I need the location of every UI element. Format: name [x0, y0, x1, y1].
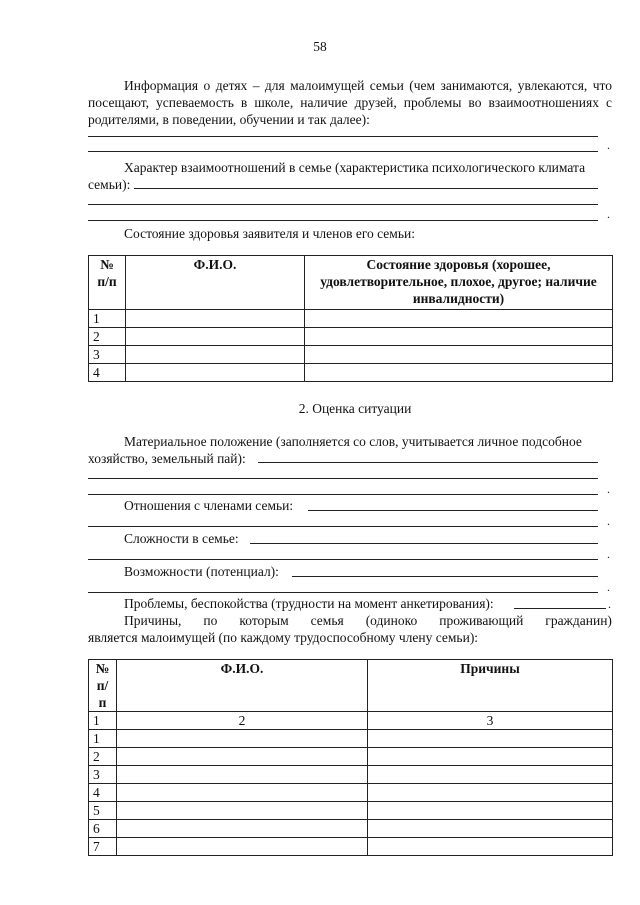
- material-label: Материальное положение (заполняется со слов, учитывается личное подсобное: [124, 434, 582, 449]
- causes-label: [88, 612, 612, 646]
- row-number: 4: [89, 784, 117, 802]
- answer-line[interactable]: [88, 478, 598, 479]
- causes-word: проживающий: [439, 613, 524, 628]
- row-number: 7: [89, 838, 117, 856]
- col-state-header: Состояние здоровья (хорошее, удовлетворительное, плохое, другое; наличие инвалидности): [305, 256, 613, 310]
- answer-line[interactable]: [250, 543, 598, 544]
- answer-line[interactable]: [514, 608, 606, 609]
- col-name-header: Ф.И.О.: [117, 660, 368, 712]
- table-cell[interactable]: [305, 310, 613, 328]
- table-cell[interactable]: [126, 310, 305, 328]
- row-number: 2: [89, 748, 117, 766]
- table-cell[interactable]: [368, 730, 613, 748]
- answer-line[interactable]: [88, 526, 598, 527]
- table-cell[interactable]: [117, 784, 368, 802]
- table-cell[interactable]: [305, 346, 613, 364]
- causes-word: по: [203, 613, 218, 628]
- table-cell[interactable]: [117, 820, 368, 838]
- table-cell[interactable]: [305, 364, 613, 382]
- causes-word: которым: [239, 613, 289, 628]
- col-num-header: № п/п: [89, 660, 117, 712]
- causes-word: гражданин): [545, 613, 612, 628]
- row-number: 4: [89, 364, 126, 382]
- health-label: Состояние здоровья заявителя и членов его семьи:: [124, 226, 415, 241]
- section-title: 2. Оценка ситуации: [298, 401, 412, 416]
- answer-line[interactable]: [88, 136, 598, 137]
- dot: .: [607, 547, 610, 561]
- answer-line[interactable]: [134, 188, 598, 189]
- difficulties-label: Сложности в семье:: [124, 531, 239, 546]
- row-number: 1: [89, 730, 117, 748]
- table-cell[interactable]: [117, 730, 368, 748]
- answer-line[interactable]: [292, 576, 598, 577]
- table-cell[interactable]: [117, 748, 368, 766]
- col-num-header: № п/п: [89, 256, 126, 310]
- answer-line[interactable]: [258, 462, 598, 463]
- table-cell[interactable]: [126, 328, 305, 346]
- answer-line[interactable]: [308, 510, 598, 511]
- table-cell[interactable]: [126, 346, 305, 364]
- table-cell[interactable]: [368, 748, 613, 766]
- table-cell[interactable]: [117, 838, 368, 856]
- dot: .: [607, 514, 610, 528]
- relations-label-cont: семьи):: [88, 177, 131, 192]
- reasons-table: [88, 659, 613, 856]
- row-number: 5: [89, 802, 117, 820]
- index-cell: 2: [117, 712, 368, 730]
- answer-line[interactable]: [88, 494, 598, 495]
- problems-label: Проблемы, беспокойства (трудности на момент анкетирования):: [124, 596, 494, 611]
- col-reason-header: Причины: [368, 660, 613, 712]
- answer-line[interactable]: [88, 220, 598, 221]
- causes-word: (одиноко: [365, 613, 418, 628]
- row-number: 3: [89, 766, 117, 784]
- dot: .: [607, 482, 610, 496]
- material-label-cont: хозяйство, земельный пай):: [88, 451, 246, 466]
- answer-line[interactable]: [88, 204, 598, 205]
- page-number: 58: [313, 39, 327, 54]
- row-number: 3: [89, 346, 126, 364]
- row-number: 6: [89, 820, 117, 838]
- dot: .: [607, 580, 610, 594]
- table-cell[interactable]: [368, 784, 613, 802]
- table-cell[interactable]: [117, 802, 368, 820]
- table-cell[interactable]: [368, 766, 613, 784]
- family-relations-label: Отношения с членами семьи:: [124, 498, 294, 513]
- causes-word: Причины,: [124, 613, 182, 628]
- table-cell[interactable]: [368, 838, 613, 856]
- col-name-header: Ф.И.О.: [126, 256, 305, 310]
- index-cell: 1: [89, 712, 117, 730]
- health-table: [88, 255, 613, 382]
- table-cell[interactable]: [126, 364, 305, 382]
- table-cell[interactable]: [117, 766, 368, 784]
- row-number: 2: [89, 328, 126, 346]
- answer-line[interactable]: [88, 559, 598, 560]
- causes-label-cont: является малоимущей (по каждому трудоспособному члену семьи):: [88, 630, 479, 645]
- children-info-label: Информация о детях – для малоимущей семьи (чем занимаются, увлекаются, что посещают, успеваемость в школе, наличие друзей, проблемы во взаимоотношениях с родителями, в поведении, обучении и так далее):: [88, 78, 612, 127]
- dot: .: [608, 597, 611, 611]
- causes-word: семья: [310, 613, 344, 628]
- relations-label: Характер взаимоотношений в семье (характеристика психологического климата: [124, 160, 586, 175]
- index-cell: 3: [368, 712, 613, 730]
- table-cell[interactable]: [368, 802, 613, 820]
- table-cell[interactable]: [368, 820, 613, 838]
- dot: .: [607, 207, 610, 221]
- table-cell[interactable]: [305, 328, 613, 346]
- answer-line[interactable]: [88, 592, 598, 593]
- row-number: 1: [89, 310, 126, 328]
- potential-label: Возможности (потенциал):: [124, 564, 279, 579]
- dot: .: [607, 138, 610, 152]
- answer-line[interactable]: [88, 151, 598, 152]
